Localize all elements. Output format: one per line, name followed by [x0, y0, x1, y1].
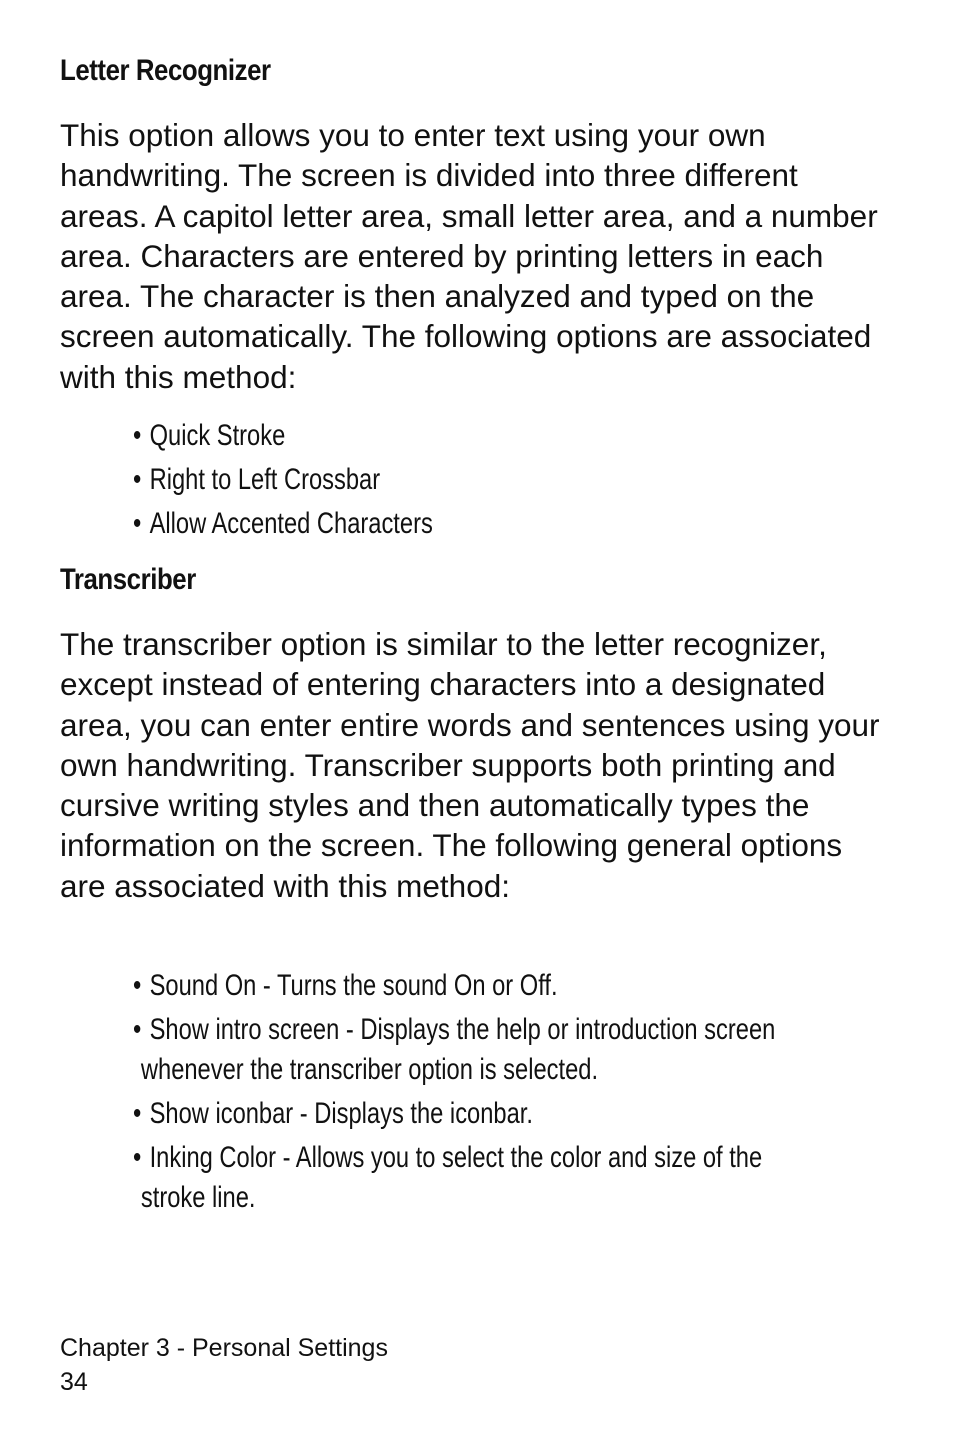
section-heading-letter-recognizer: Letter Recognizer: [60, 54, 271, 87]
list-item-text: Right to Left Crossbar: [149, 463, 381, 496]
footer-chapter-title: Chapter 3 - Personal Settings: [60, 1334, 388, 1362]
bullet-icon: •: [133, 1097, 142, 1130]
list-item-text: Show intro screen - Displays the help or introduction screen: [149, 1013, 776, 1046]
letter-recognizer-options-list: [133, 416, 913, 548]
list-item-text: Allow Accented Characters: [149, 507, 433, 540]
list-item: [133, 460, 913, 500]
list-item-text-continued: stroke line.: [140, 1181, 256, 1214]
bullet-icon: •: [133, 1013, 142, 1046]
list-item: [133, 504, 913, 544]
list-item: [133, 966, 913, 1006]
footer-page-number: 34: [60, 1368, 88, 1396]
transcriber-options-list: [133, 966, 913, 1222]
bullet-icon: •: [133, 1141, 142, 1174]
bullet-icon: •: [133, 463, 142, 496]
transcriber-paragraph: The transcriber option is similar to the letter recognizer, except instead of entering characters into a designated area, you can enter entire words and sentences using your own handwriting. Transcriber supports both printing and cursive writing styles and then automatically types the information on the screen. The following general options are associated with this method:: [60, 626, 880, 904]
bullet-icon: •: [133, 419, 142, 452]
list-item: [133, 416, 913, 456]
list-item-text: Quick Stroke: [149, 419, 286, 452]
section-heading-transcriber: Transcriber: [60, 563, 196, 596]
list-item-text: Inking Color - Allows you to select the color and size of the: [149, 1141, 763, 1174]
list-item: [133, 1010, 913, 1090]
list-item-text-continued: whenever the transcriber option is selected.: [140, 1053, 599, 1086]
list-item: [133, 1094, 913, 1134]
bullet-icon: •: [133, 507, 142, 540]
letter-recognizer-paragraph: This option allows you to enter text using your own handwriting. The screen is divided into three different areas. A capitol letter area, small letter area, and a number area. Characters are entered by printing letters in each area. The character is then analyzed and typed on the screen automatically. The following options are associated with this method:: [60, 117, 878, 395]
bullet-icon: •: [133, 969, 142, 1002]
list-item: [133, 1138, 913, 1218]
list-item-text: Sound On - Turns the sound On or Off.: [149, 969, 558, 1002]
list-item-text: Show iconbar - Displays the iconbar.: [149, 1097, 533, 1130]
